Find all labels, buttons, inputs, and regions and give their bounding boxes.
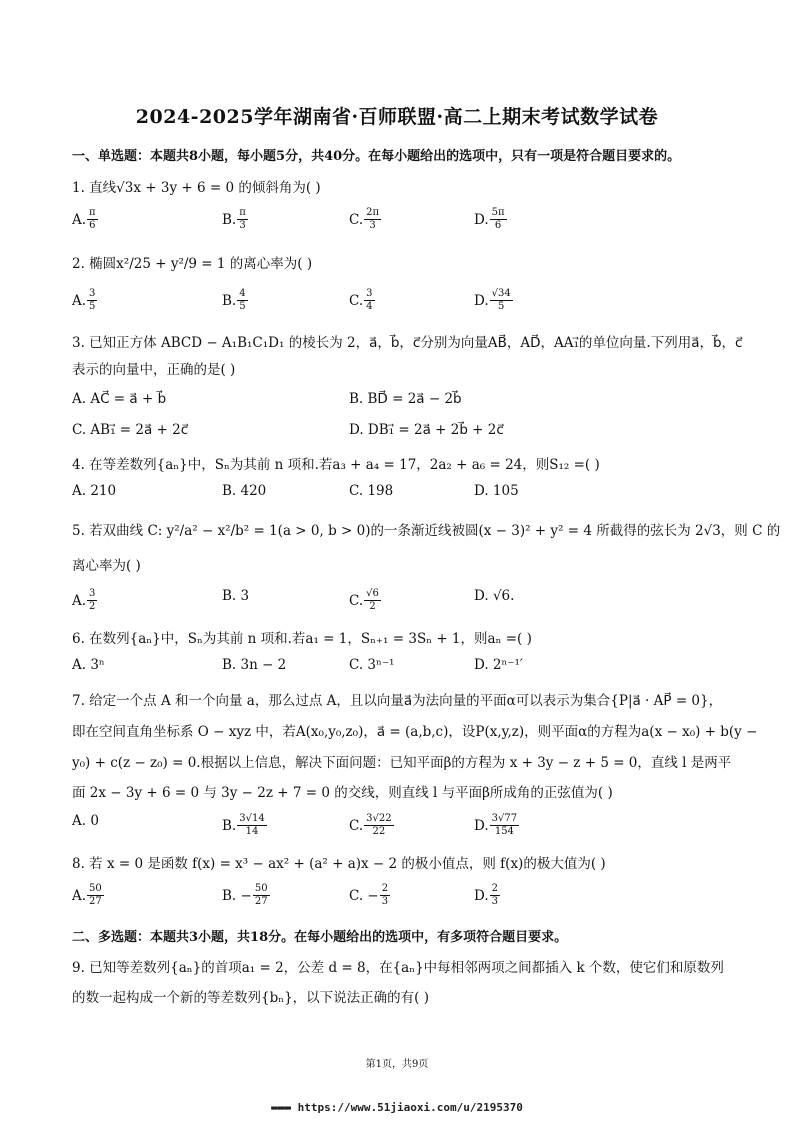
q8-option-b[interactable]: B. − $\frac{50}{27}$ [222,883,268,907]
question-1-stem: 1. 直线√3x + 3y + 6 = 0 的倾斜角为( ) [72,180,321,196]
q5-option-c[interactable]: C. $\frac{√6}{2}$ [349,588,379,612]
q8-option-a[interactable]: A. $\frac{50}{27}$ [72,883,102,907]
question-3-stem-line2: 表示的向量中，正确的是( ) [72,362,236,378]
question-8-options [72,883,732,913]
page-number: 第1页，共9页 [365,1059,429,1070]
question-7-stem-line2: 即在空间直角坐标系 O − xyz 中，若A(x₀,y₀,z₀)，a⃗ = (a,b,c)，设P(x,y,z)，则平面α的方程为a(x − x₀) + b(y − [72,724,758,740]
q3-option-b[interactable]: B. BD⃗ = 2a⃗ − 2b⃗ [349,391,462,407]
q2-option-d[interactable]: D. $\frac{√34}{5}$ [474,288,511,312]
page-title: 2024-2025学年湖南省·百师联盟·高二上期末考试数学试卷 [135,106,659,128]
q6-option-c[interactable]: C. 3ⁿ⁻¹ [349,657,395,673]
q5-option-d[interactable]: D. √6. [474,588,515,604]
q4-option-d[interactable]: D. 105 [474,483,519,499]
q6-option-d[interactable]: D. 2ⁿ⁻¹′ [474,657,523,673]
q6-option-b[interactable]: B. 3n − 2 [222,657,287,673]
question-6-stem: 6. 在数列{aₙ}中，Sₙ为其前 n 项和.若a₁ = 1，Sₙ₊₁ = 3Sₙ + 1，则aₙ =( ) [72,631,532,647]
question-5-options [72,588,732,618]
question-2-options [72,288,732,318]
q7-option-c[interactable]: C. $\frac{3√22}{22}$ [349,813,392,837]
question-5-stem-line2: 离心率为( ) [72,558,141,574]
q5-option-b[interactable]: B. 3 [222,588,250,604]
question-2-stem: 2. 椭圆x²/25 + y²/9 = 1 的离心率为( ) [72,256,313,272]
question-1-options [72,207,732,237]
question-7-stem-line3: y₀) + c(z − z₀) = 0.根据以上信息，解决下面问题：已知平面β的方程为 x + 3y − z + 5 = 0，直线 l 是两平 [72,755,732,771]
q2-option-b[interactable]: B. $\frac{4}{5}$ [222,288,246,312]
question-8-stem: 8. 若 x = 0 是函数 f(x) = x³ − ax² + (a² + a)x − 2 的极小值点，则 f(x)的极大值为( ) [72,856,606,872]
section-multiple-choice-heading: 二、多选题：本题共3小题，共18分。在每小题给出的选项中，有多项符合题目要求。 [72,930,568,945]
q1-option-a[interactable]: A. $\frac{\pi}{6}$ [72,207,96,231]
q5-option-a[interactable]: A. $\frac{3}{2}$ [72,588,96,612]
question-5-stem-line1: 5. 若双曲线 C: y²/a² − x²/b² = 1(a > 0, b > 0)的一条渐近线被圆(x − 3)² + y² = 4 所截得的弦长为 2√3，则 C 的 [72,523,781,539]
source-watermark: ▬▬▬ https://www.51jiaoxi.com/u/2195370 [271,1101,523,1114]
q8-option-d[interactable]: D. $\frac{2}{3}$ [474,883,499,907]
q4-option-a[interactable]: A. 210 [72,483,117,499]
q1-option-d[interactable]: D. $\frac{5\pi}{6}$ [474,207,505,231]
question-6-options [72,657,732,687]
question-3-stem-line1: 3. 已知正方体 ABCD − A₁B₁C₁D₁ 的棱长为 2，a⃗，b⃗，c⃗分别为向量AB⃗，AD⃗，AA₁⃗的单位向量.下列用a⃗，b⃗，c⃗ [72,335,743,351]
question-9-stem-line1: 9. 已知等差数列{aₙ}的首项a₁ = 2，公差 d = 8，在{aₙ}中每相邻两项之间都插入 k 个数，使它们和原数列 [72,960,724,976]
question-3-options-row2 [72,422,732,452]
q4-option-b[interactable]: B. 420 [222,483,267,499]
q7-option-b[interactable]: B. $\frac{3√14}{14}$ [222,813,265,837]
question-7-stem-line1: 7. 给定一个点 A 和一个向量 a，那么过点 A，且以向量a⃗为法向量的平面α可以表示为集合{P|a⃗ · AP⃗ = 0}， [72,693,723,709]
q2-option-a[interactable]: A. $\frac{3}{5}$ [72,288,96,312]
question-4-stem: 4. 在等差数列{aₙ}中，Sₙ为其前 n 项和.若a₃ + a₄ = 17，2a₂ + a₆ = 24，则S₁₂ =( ) [72,457,600,473]
question-7-options [72,813,732,843]
q1-option-b[interactable]: B. $\frac{\pi}{3}$ [222,207,246,231]
question-3-options-row1 [72,391,732,421]
q8-option-c[interactable]: C. − $\frac{2}{3}$ [349,883,389,907]
q2-option-c[interactable]: C. $\frac{3}{4}$ [349,288,373,312]
q1-option-c[interactable]: C. $\frac{2\pi}{3}$ [349,207,380,231]
question-4-options [72,483,732,513]
section-single-choice-heading: 一、单选题：本题共8小题，每小题5分，共40分。在每小题给出的选项中，只有一项是符合题目要求的。 [72,149,681,164]
q3-option-a[interactable]: A. AC⃗ = a⃗ + b⃗ [72,391,167,407]
q6-option-a[interactable]: A. 3ⁿ [72,657,105,673]
q4-option-c[interactable]: C. 198 [349,483,394,499]
q7-option-d[interactable]: D. $\frac{3√77}{154}$ [474,813,518,837]
q3-option-c[interactable]: C. AB₁⃗ = 2a⃗ + 2c⃗ [72,422,189,438]
q7-option-a[interactable]: A. 0 [72,813,99,829]
q3-option-d[interactable]: D. DB₁⃗ = 2a⃗ + 2b⃗ + 2c⃗ [349,422,504,438]
question-7-stem-line4: 面 2x − 3y + 6 = 0 与 3y − 2z + 7 = 0 的交线，则直线 l 与平面β所成角的正弦值为( ) [72,785,613,801]
question-9-stem-line2: 的数一起构成一个新的等差数列{bₙ}，以下说法正确的有( ) [72,990,429,1006]
